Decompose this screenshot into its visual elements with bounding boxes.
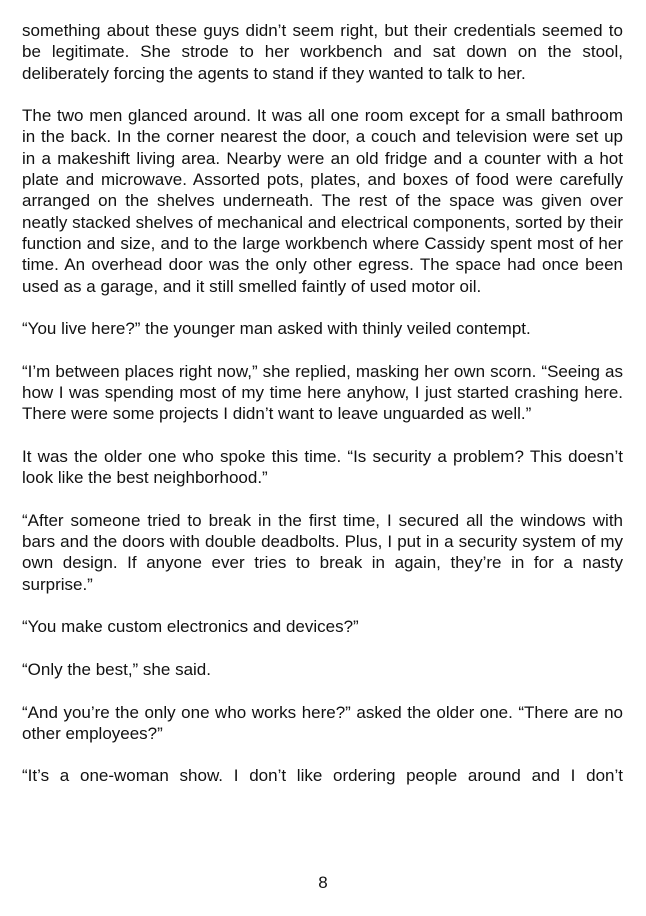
paragraph-3: “You live here?” the younger man asked with thinly veiled contempt. (22, 319, 531, 339)
paragraph-5: It was the older one who spoke this time. “Is security a problem? This doesn’t look like the best neighborhood.” (22, 446, 623, 488)
paragraph-1: something about these guys didn’t seem right, but their credentials seemed to be legitimate. She strode to her workbench and sat down on the stool, deliberately forcing the agents to stand if they wanted to talk to her. (22, 21, 623, 83)
page-body (22, 20, 623, 787)
paragraph-8: “Only the best,” she said. (22, 659, 211, 679)
paragraph-7: “You make custom electronics and devices?” (22, 617, 359, 637)
page-number: 8 (318, 873, 328, 892)
paragraph-10: “It’s a one-woman show. I don’t like ordering people around and I don’t (22, 766, 623, 786)
paragraph-9: “And you’re the only one who works here?” asked the older one. “There are no other employees?” (22, 702, 623, 743)
paragraph-4: “I’m between places right now,” she replied, masking her own scorn. “Seeing as how I was spending most of my time here anyhow, I just started crashing here. There were some projects I didn’t want to leave unguarded as well.” (22, 361, 623, 424)
paragraph-6: “After someone tried to break in the first time, I secured all the windows with bars and the doors with double deadbolts. Plus, I put in a security system of my own design. If anyone ever tries to break in again, they’re in for a nasty surprise.” (22, 510, 623, 594)
paragraph-2: The two men glanced around. It was all one room except for a small bathroom in the back. In the corner nearest the door, a couch and television were set up in a makeshift living area. Nearby were an old fridge and a counter with a hot plate and microwave. Assorted pots, plates, and boxes of food were carefully arranged on the shelves underneath. The rest of the space was given over neatly stacked shelves of mechanical and electrical components, sorted by their function and size, and to the large workbench where Cassidy spent most of her time. An overhead door was the only other egress. The space had once been used as a garage, and it still smelled faintly of used motor oil. (22, 106, 623, 296)
